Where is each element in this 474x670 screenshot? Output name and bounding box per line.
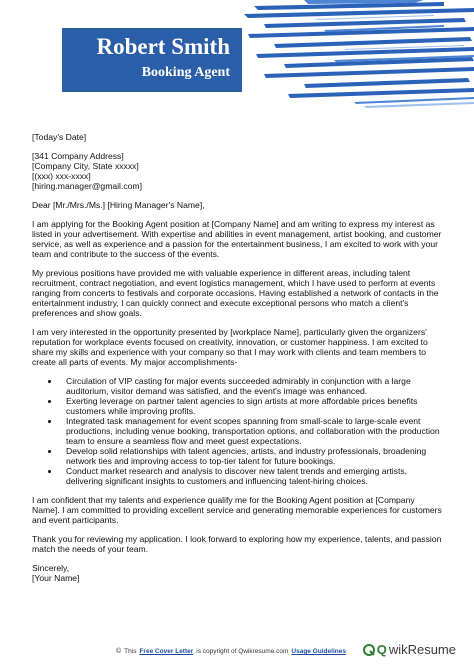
footer-text: is copyright of Qwikresume.com [196,648,289,655]
brand-letter: Q [376,642,387,657]
accomplishment-item: • Conduct market research and analysis to discover new talent trends and emerging artists, delivering significant insights to customers and influencing talent-hiring choices. [60,466,444,486]
salutation: Dear [Mr./Mrs./Ms.] [Hiring Manager's Name], [32,200,205,210]
cover-letter-body [32,132,444,583]
address-line: [hiring.manager@gmail.com] [32,181,142,191]
copyright-icon: © [116,648,122,655]
job-title: Booking Agent [141,65,230,80]
usage-guidelines-link[interactable]: Usage Guidelines [291,648,346,655]
qwikresume-logo[interactable] [363,642,456,657]
footer [0,644,474,664]
accomplishment-item: • Circulation of VIP casting for major events succeeded admirably in conjunction with a large auditorium, visitor demand was satisfied, and the event's image was enhanced. [60,376,444,396]
letter-date: [Today's Date] [32,132,87,142]
paragraph-confidence: I am confident that my talents and experience qualify me for the Booking Agent position at [Company Name]. I am committed to providing excellent service and generating memorable experiences for customers and event participants. [32,495,442,525]
closing: Sincerely, [32,563,70,573]
applicant-name: Robert Smith [96,34,230,59]
accomplishment-item: • Integrated task management for event scopes spanning from small-scale to large-scale event productions, including venue booking, transportation options, and collaboration with the production team to ensure a seamless flow and meet guest expectations. [60,416,444,446]
accomplishments-list [32,376,444,486]
paragraph-thanks: Thank you for reviewing my application. I look forward to exploring how my experience, talents, and passion match the needs of your team. [32,534,442,554]
paragraph-experience: My previous positions have provided me with valuable experience in different areas, including talent recruitment, contract negotiation, and event logistics management, which I have used to perform at events ranging from concerts to festivals and corporate occasions. Having established a network of contacts in the entertainment industry, I can quickly connect and execute exceptional persons who match a client's preferences and show goals. [32,268,439,318]
paragraph-interest: I am very interested in the opportunity presented by [workplace Name], particularly given the organizers' reputation for workplace events focused on creativity, innovation, or customer happiness. I am excited to share my skills and experience with your company so that I may work with clients and team members to create all parts of events. My major accomplishments- [32,327,428,367]
decorative-streaks [244,0,474,112]
address-line: [Company City, State xxxxx] [32,161,139,171]
free-cover-letter-link[interactable]: Free Cover Letter [139,648,194,655]
brand-name: wikResume [388,642,456,657]
accomplishment-item: • Develop solid relationships with talent agencies, artists, and industry professionals, broadening network ties and improving access to top-tier talent for future bookings. [60,446,444,466]
copyright-note [116,648,346,655]
accomplishment-item: • Exerting leverage on partner talent agencies to sign artists at more affordable prices benefits customers while improving profits. [60,396,444,416]
footer-text: This [124,648,137,655]
signature: [Your Name] [32,573,80,583]
address-line: [341 Company Address] [32,151,124,161]
header-banner [62,28,242,92]
qwikresume-logo-icon [363,644,375,656]
paragraph-intro: I am applying for the Booking Agent position at [Company Name] and am writing to express my interest as listed in your advertisement. With expertise and abilities in event management, artist booking, and customer service, as well as experience and a passion for the entertainment business, I am excited to work with your team and contribute to the success of the events. [32,219,442,259]
address-line: [(xxx) xxx-xxxx] [32,171,91,181]
